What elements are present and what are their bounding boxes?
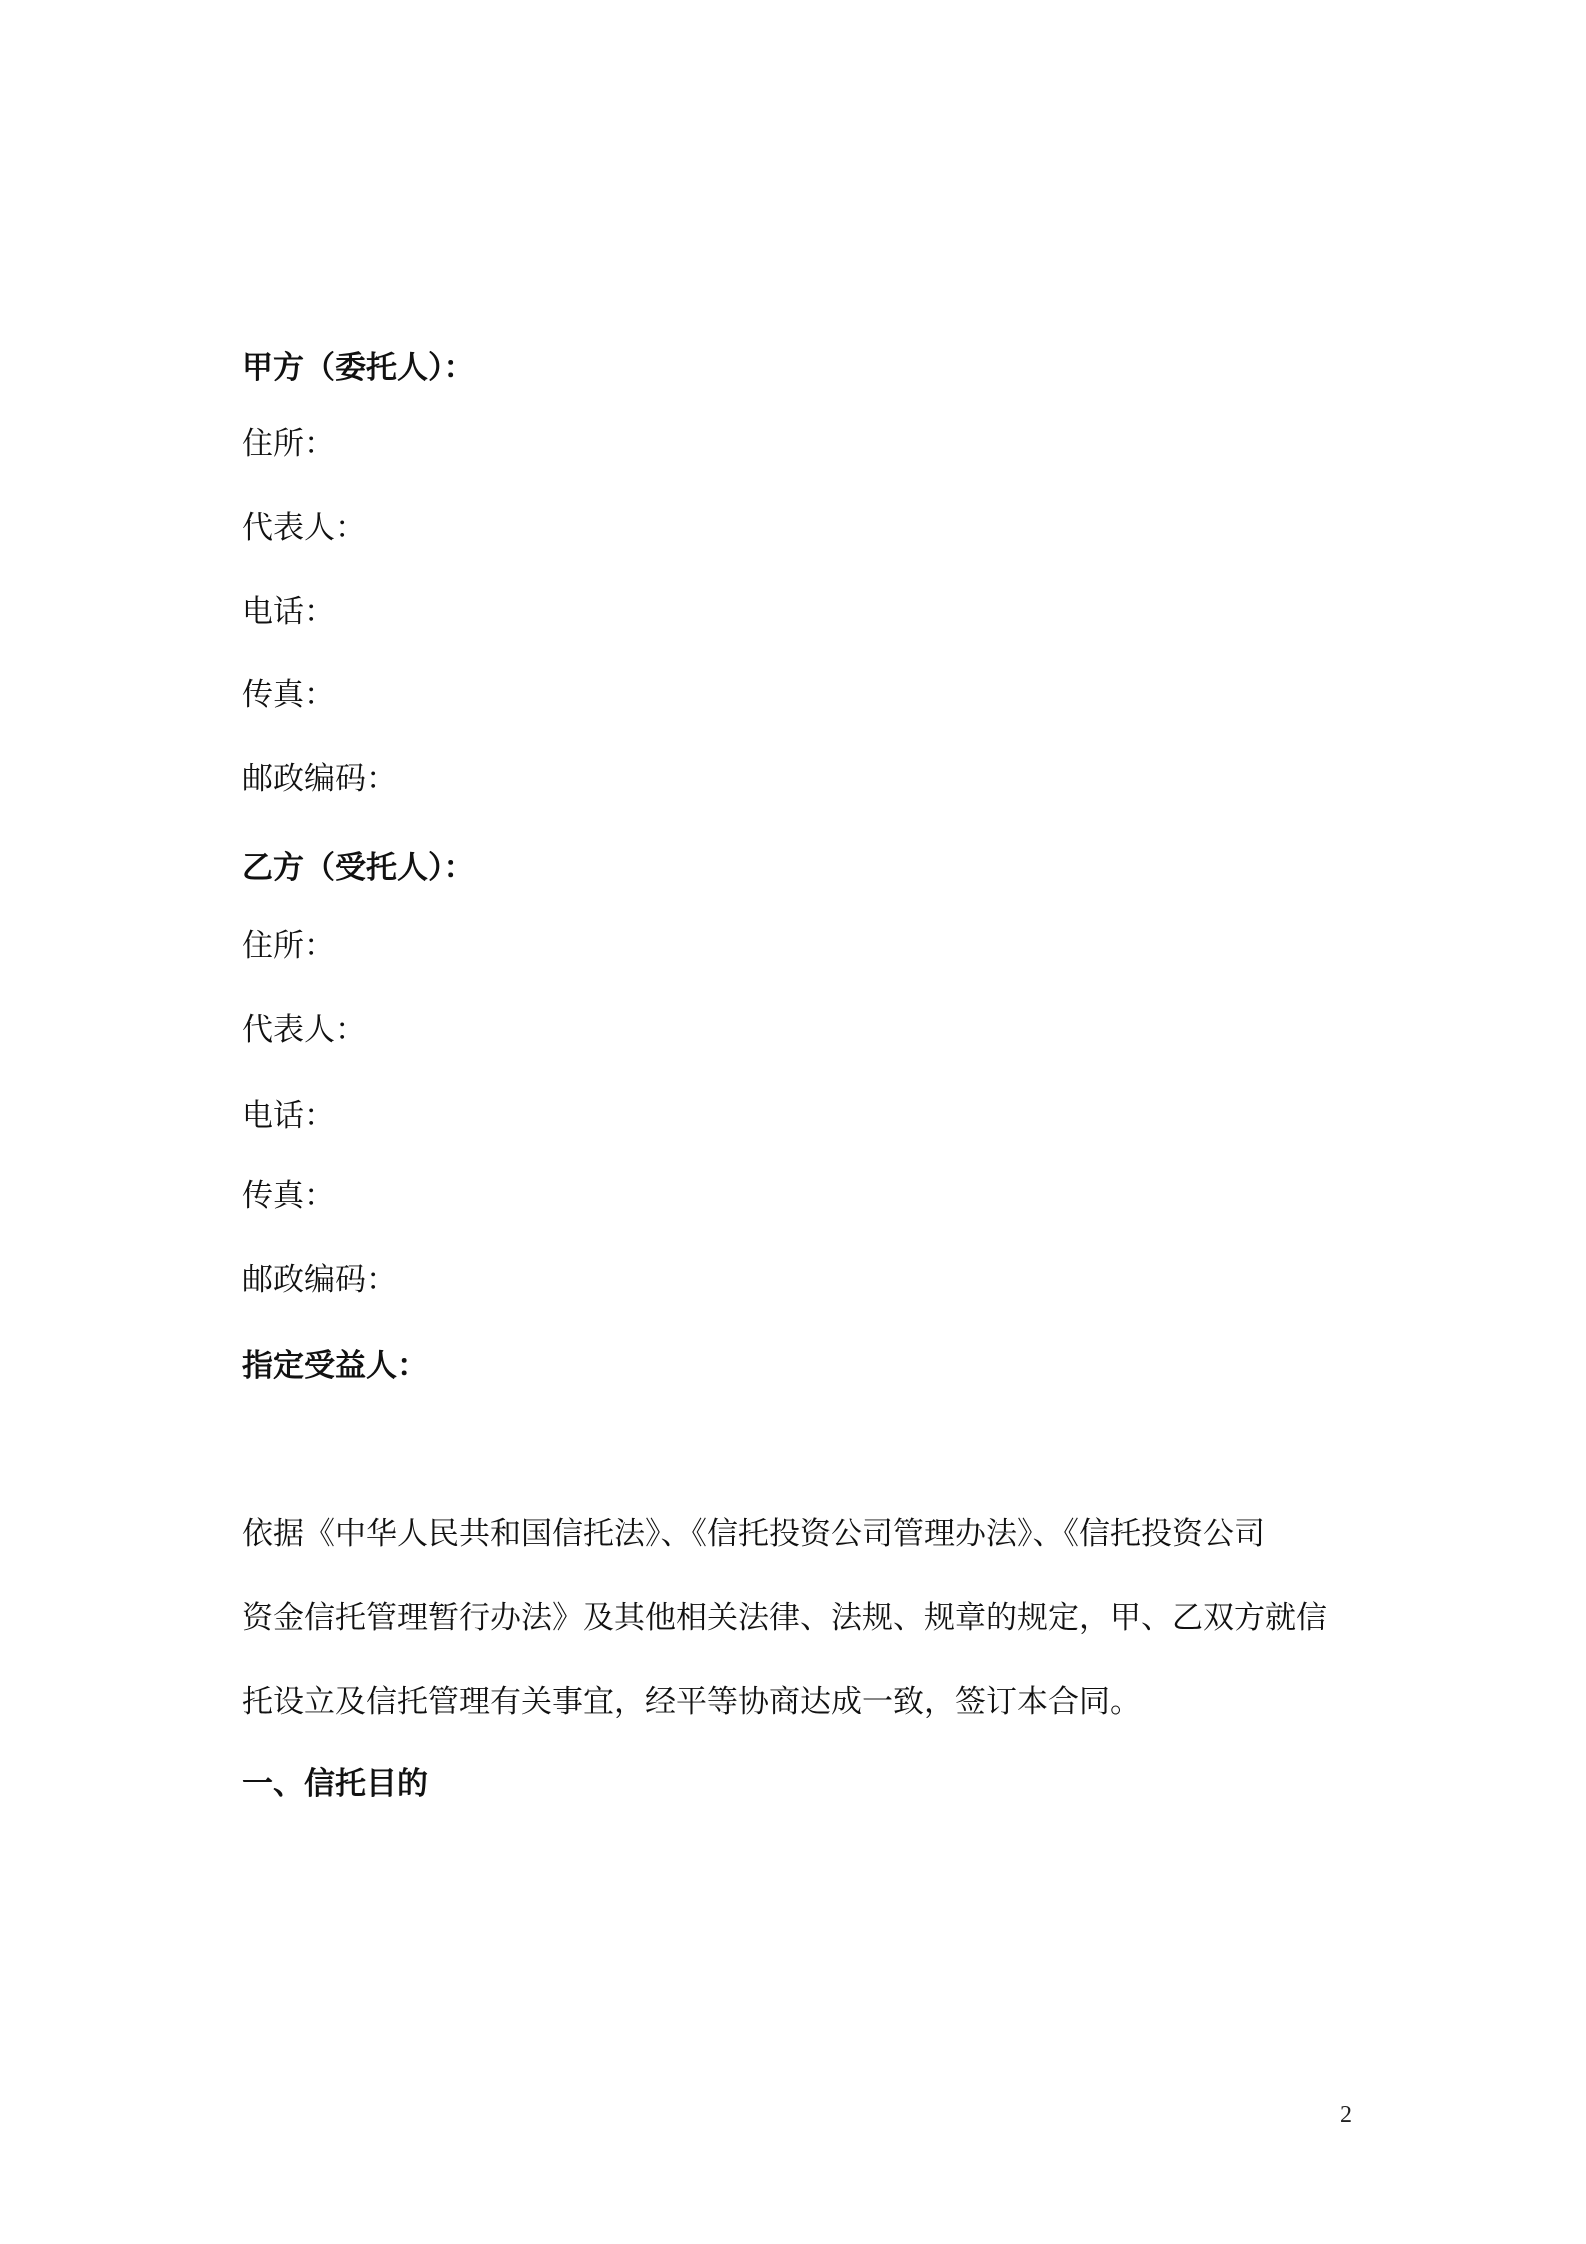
preamble-line-2: 资金信托管理暂行办法》及其他相关法律、法规、规章的规定，甲、乙双方就信 — [242, 1600, 1327, 1636]
party-a-phone-label: 电话： — [242, 594, 335, 630]
preamble-line-1: 依据《中华人民共和国信托法》、《信托投资公司管理办法》、《信托投资公司 — [242, 1516, 1265, 1552]
party-a-fax-label: 传真： — [242, 677, 335, 713]
beneficiary-label: 指定受益人： — [242, 1348, 428, 1384]
party-b-address-label: 住所： — [242, 928, 335, 964]
party-a-address-label: 住所： — [242, 426, 335, 462]
party-b-postcode-label: 邮政编码： — [242, 1262, 397, 1298]
party-b-fax-label: 传真： — [242, 1178, 335, 1214]
party-a-representative-label: 代表人： — [242, 510, 366, 546]
party-a-heading: 甲方（委托人）： — [242, 350, 475, 386]
party-b-representative-label: 代表人： — [242, 1012, 366, 1048]
party-b-phone-label: 电话： — [242, 1098, 335, 1134]
preamble-line-3: 托设立及信托管理有关事宜，经平等协商达成一致，签订本合同。 — [242, 1684, 1141, 1720]
party-a-postcode-label: 邮政编码： — [242, 761, 397, 797]
section-1-title: 一、信托目的 — [242, 1766, 428, 1802]
page-number: 2 — [1340, 2102, 1352, 2128]
party-b-heading: 乙方（受托人）： — [242, 850, 475, 886]
